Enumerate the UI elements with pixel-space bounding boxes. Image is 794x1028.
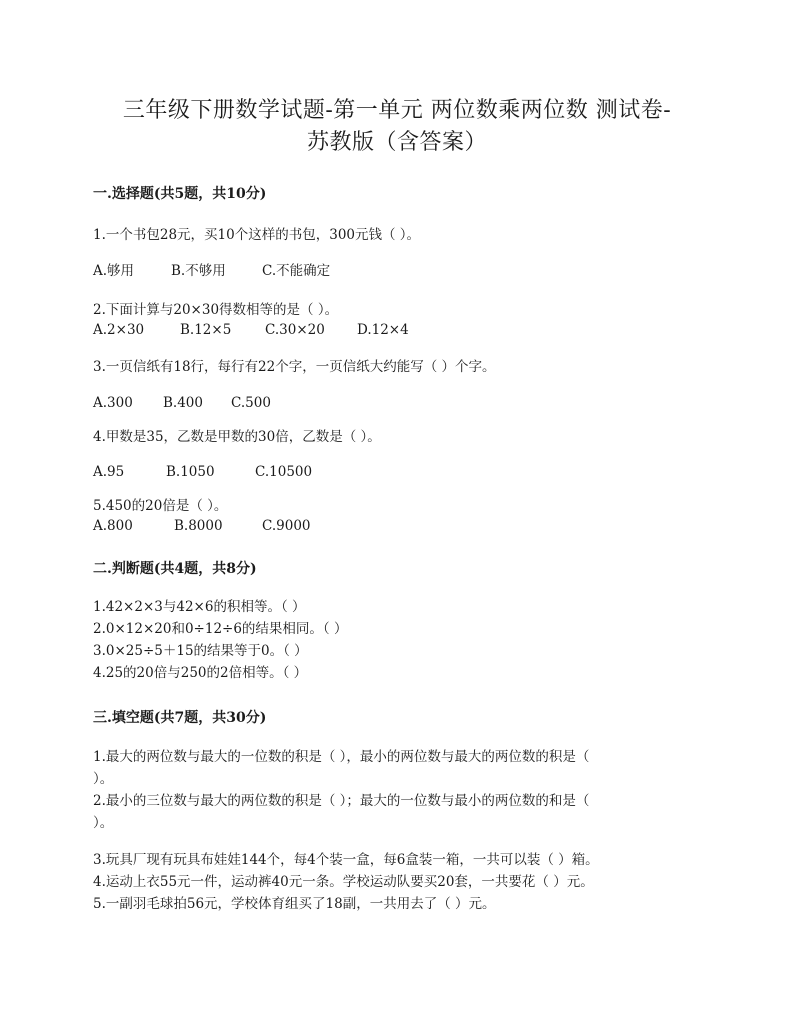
page-title-line-2: 苏教版（含答案） (306, 130, 487, 155)
fill-question-4: 4.运动上衣55元一件，运动裤40元一条。学校运动队要买20套，一共要花（ ）元。 (93, 874, 594, 890)
option-c: C.10500 (255, 464, 313, 480)
section-heading-choice: 一.选择题(共5题，共10分) (93, 186, 267, 202)
option-a: A.800 (93, 518, 133, 534)
option-a: A.够用 (93, 263, 135, 279)
question-1: 1.一个书包28元，买10个这样的书包，300元钱（ ）。 (93, 227, 421, 243)
judge-question-3: 3.0×25÷5＋15的结果等于0。（ ） (93, 643, 308, 659)
fill-question-2-cont: ）。 (93, 815, 114, 831)
fill-question-2: 2.最小的三位数与最大的两位数的积是（ ）；最大的一位数与最小的两位数的和是（ (93, 793, 590, 809)
option-d: D.12×4 (357, 322, 409, 338)
question-5: 5.450的20倍是（ ）。 (93, 498, 228, 514)
judge-question-1: 1.42×2×3与42×6的积相等。（ ） (93, 599, 306, 615)
judge-question-4: 4.25的20倍与250的2倍相等。（ ） (93, 665, 308, 681)
section-heading-true-false: 二.判断题(共4题，共8分) (93, 561, 257, 577)
option-c: C.500 (231, 395, 271, 411)
option-c: C.不能确定 (262, 263, 331, 279)
question-4: 4.甲数是35，乙数是甲数的30倍，乙数是（ ）。 (93, 429, 381, 445)
judge-question-2: 2.0×12×20和0÷12÷6的结果相同。（ ） (93, 621, 348, 637)
option-b: B.400 (163, 395, 203, 411)
option-b: B.1050 (166, 464, 215, 480)
question-2: 2.下面计算与20×30得数相等的是（ ）。 (93, 302, 339, 318)
option-a: A.300 (93, 395, 133, 411)
question-3: 3.一页信纸有18行，每行有22个字，一页信纸大约能写（ ）个字。 (93, 359, 496, 375)
option-c: C.30×20 (265, 322, 325, 338)
fill-question-5: 5.一副羽毛球拍56元，学校体育组买了18副，一共用去了（ ）元。 (93, 896, 496, 912)
option-c: C.9000 (262, 518, 311, 534)
option-a: A.2×30 (93, 322, 145, 338)
fill-question-1-cont: ）。 (93, 771, 114, 787)
option-b: B.12×5 (180, 322, 232, 338)
fill-question-3: 3.玩具厂现有玩具布娃娃144个，每4个装一盒，每6盒装一箱，一共可以装（ ）箱。 (93, 852, 599, 868)
option-b: B.不够用 (171, 263, 226, 279)
option-a: A.95 (93, 464, 125, 480)
option-b: B.8000 (174, 518, 223, 534)
fill-question-1: 1.最大的两位数与最大的一位数的积是（ ），最小的两位数与最大的两位数的积是（ (93, 749, 590, 765)
section-heading-fill-blank: 三.填空题(共7题，共30分) (93, 710, 267, 726)
page-title-line-1: 三年级下册数学试题-第一单元 两位数乘两位数 测试卷- (122, 98, 672, 123)
